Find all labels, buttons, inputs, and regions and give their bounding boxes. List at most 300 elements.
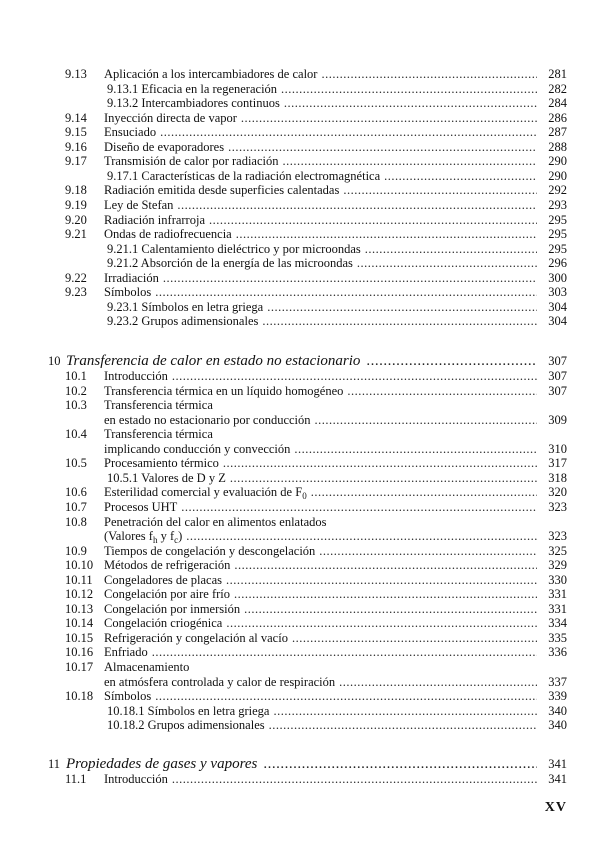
entry-title-text: 9.23.1 Símbolos en letra griega	[107, 299, 264, 314]
page-number: XV	[544, 800, 567, 815]
toc-entry[interactable]	[0, 213, 600, 227]
entry-number: 9.20	[65, 212, 87, 227]
dot-leader	[181, 500, 537, 514]
entry-title-text: Transferencia térmica	[104, 427, 213, 442]
entry-title-leader	[107, 471, 537, 485]
entry-title	[104, 125, 160, 139]
entry-number: 9.13	[65, 67, 87, 81]
entry-title-text: Almacenamiento	[104, 660, 190, 674]
entry-page: 329	[548, 558, 567, 573]
entry-page: 295	[548, 227, 567, 242]
dot-leader	[269, 718, 537, 732]
entry-page: 295	[548, 212, 567, 227]
entry-page: 309	[548, 412, 567, 427]
entry-title-leader	[107, 242, 537, 256]
entry-page: 304	[548, 314, 567, 329]
toc-entry[interactable]	[0, 772, 600, 786]
toc-entry[interactable]	[0, 529, 600, 546]
entry-title-text: Transmisión de calor por radiación	[104, 154, 279, 169]
entry-number: 9.15	[65, 125, 87, 140]
entry-page: 337	[548, 674, 567, 689]
entry-title-leader	[104, 587, 537, 601]
entry-title-leader	[107, 96, 537, 110]
entry-title	[104, 140, 228, 154]
toc-entry[interactable]	[0, 111, 600, 125]
entry-title-text: 9.13.2 Intercambiadores continuos	[107, 96, 280, 111]
entry-title-leader	[104, 689, 537, 703]
entry-title	[104, 111, 241, 125]
entry-title-text: 10.18.1 Símbolos en letra griega	[107, 703, 270, 718]
entry-title	[104, 631, 292, 645]
dot-leader	[226, 573, 537, 587]
entry-title-leader	[104, 227, 537, 241]
entry-title-text: Tiempos de congelación y descongelación	[104, 543, 316, 558]
entry-page: 323	[548, 499, 567, 514]
entry-number: 10.4	[65, 427, 87, 442]
entry-subscript: c	[174, 535, 179, 546]
dot-leader	[228, 140, 537, 154]
entry-title-leader	[104, 675, 537, 689]
entry-number: 11.1	[65, 772, 87, 786]
entry-page: 341	[548, 772, 567, 786]
entry-title-leader	[104, 125, 537, 139]
entry-number: 9.17	[65, 154, 87, 169]
entry-title	[104, 427, 217, 441]
entry-title-text: Aplicación a los intercambiadores de calor	[104, 67, 318, 81]
entry-number: 10.11	[65, 572, 93, 587]
entry-page: 340	[548, 703, 567, 718]
entry-title	[104, 515, 331, 529]
entry-number: 10.6	[65, 485, 87, 500]
entry-title-text: Congelación por aire frío	[104, 587, 230, 602]
dot-leader	[152, 645, 537, 659]
entry-title-text: en estado no estacionario por conducción	[104, 412, 311, 427]
toc-entry[interactable]	[0, 242, 600, 256]
entry-title-text: )	[178, 529, 183, 544]
toc-entry[interactable]	[0, 587, 600, 601]
dot-leader	[236, 227, 537, 241]
entry-number: 10.9	[65, 543, 87, 558]
entry-title-text: implicando conducción y convección	[104, 441, 291, 456]
entry-title	[104, 271, 163, 285]
entry-title-leader	[104, 183, 537, 197]
entry-title	[107, 82, 281, 96]
dot-leader	[273, 704, 537, 718]
entry-number: 10.13	[65, 601, 94, 616]
toc-entry[interactable]	[0, 500, 600, 514]
entry-title	[107, 96, 284, 110]
entry-subscript: h	[152, 535, 158, 546]
dot-leader	[339, 675, 537, 689]
entry-title	[107, 718, 269, 732]
toc-entry[interactable]	[0, 314, 600, 328]
dot-leader	[347, 384, 537, 398]
chapter-number: 11	[48, 757, 61, 771]
entry-number: 10.10	[65, 558, 94, 573]
entry-title	[104, 645, 152, 659]
toc-entry[interactable]	[0, 442, 600, 456]
entry-title-leader	[104, 573, 537, 587]
entry-title-leader	[104, 111, 537, 125]
toc-entry[interactable]	[0, 300, 600, 314]
entry-title-text: Inyección directa de vapor	[104, 110, 237, 125]
entry-title-text: 9.21.1 Calentamiento dieléctrico y por microondas	[107, 241, 361, 256]
entry-page: 307	[548, 383, 567, 398]
entry-page: 335	[548, 630, 567, 645]
entry-title-leader	[104, 772, 537, 786]
entry-title-leader	[104, 213, 537, 227]
dot-leader	[172, 369, 537, 383]
entry-number: 10.16	[65, 645, 94, 660]
entry-title-text: Diseño de evaporadores	[104, 139, 225, 154]
entry-title	[104, 500, 181, 514]
dot-leader	[262, 314, 537, 328]
toc-entry[interactable]	[0, 125, 600, 139]
dot-leader	[209, 213, 537, 227]
entry-title-text: Radiación infrarroja	[104, 212, 205, 227]
dot-leader	[241, 111, 537, 125]
toc-entry[interactable]	[0, 227, 600, 241]
dot-leader	[366, 352, 537, 370]
toc-entry[interactable]	[0, 427, 600, 441]
dot-leader	[172, 772, 537, 786]
toc-entry[interactable]	[0, 544, 600, 558]
entry-title-text: 9.17.1 Características de la radiación electromagnética	[107, 168, 381, 183]
entry-title-text: Ondas de radiofrecuencia	[104, 227, 232, 242]
dot-leader	[365, 242, 537, 256]
entry-title-leader	[104, 271, 537, 285]
toc-entry[interactable]	[0, 82, 600, 96]
entry-title	[104, 772, 172, 786]
entry-number: 10.2	[65, 383, 87, 398]
entry-page: 330	[548, 572, 567, 587]
entry-number: 10.5	[65, 456, 87, 471]
toc-entry[interactable]	[0, 96, 600, 110]
entry-title-text: Procesamiento térmico	[104, 456, 219, 471]
dot-leader	[319, 544, 537, 558]
entry-page: 300	[548, 270, 567, 285]
entry-title	[104, 213, 209, 227]
entry-page: 295	[548, 241, 567, 256]
toc-entry[interactable]	[0, 169, 600, 183]
entry-title	[104, 558, 234, 572]
entry-title-text: Esterilidad comercial y evaluación de F	[104, 485, 303, 500]
chapter-title: Transferencia de calor en estado no estacionario	[66, 353, 361, 369]
entry-title	[104, 544, 319, 558]
entry-title-leader	[107, 256, 537, 270]
entry-page: 284	[548, 96, 567, 111]
dot-leader	[155, 689, 537, 703]
dot-leader	[230, 471, 537, 485]
entry-title	[107, 169, 384, 183]
entry-page: 320	[548, 485, 567, 500]
entry-title	[104, 675, 339, 689]
entry-title-leader	[104, 369, 537, 383]
entry-title	[104, 384, 347, 398]
entry-title-leader	[104, 398, 537, 412]
entry-title	[104, 456, 223, 470]
dot-leader	[315, 413, 537, 427]
entry-title-leader	[104, 413, 537, 427]
dot-leader	[357, 256, 537, 270]
entry-number: 10.3	[65, 398, 87, 413]
entry-number: 10.15	[65, 630, 94, 645]
dot-leader	[384, 169, 537, 183]
entry-title-text: Introducción	[104, 772, 168, 786]
entry-title-text: Radiación emitida desde superficies calentadas	[104, 183, 340, 198]
toc-entry[interactable]	[0, 183, 600, 197]
toc-entry[interactable]	[0, 631, 600, 645]
entry-title-leader	[104, 154, 537, 168]
entry-title-leader	[107, 314, 537, 328]
entry-title-text: Ensuciado	[104, 125, 157, 140]
entry-title-leader	[107, 169, 537, 183]
entry-title-leader	[104, 500, 537, 514]
entry-title-text: Congelación por inmersión	[104, 601, 241, 616]
entry-title-text: Congeladores de placas	[104, 572, 223, 587]
entry-title-text: Congelación criogénica	[104, 616, 223, 631]
entry-title-leader	[107, 704, 537, 718]
toc-entry[interactable]	[0, 718, 600, 732]
entry-subscript: 0	[302, 491, 307, 502]
entry-title-text: Penetración del calor en alimentos enlatados	[104, 514, 327, 529]
entry-title-leader	[104, 384, 537, 398]
entry-title	[104, 398, 217, 412]
entry-title-leader	[104, 198, 537, 212]
entry-title	[104, 67, 321, 81]
entry-title	[104, 183, 343, 197]
entry-title	[104, 154, 283, 168]
entry-page: 293	[548, 197, 567, 212]
entry-number: 9.22	[65, 270, 87, 285]
entry-title	[107, 242, 365, 256]
entry-number: 9.19	[65, 197, 87, 212]
entry-title-leader	[104, 544, 537, 558]
entry-title-leader	[104, 602, 537, 616]
entry-number: 9.23	[65, 285, 87, 300]
dot-leader	[244, 602, 537, 616]
entry-title-text: Ley de Stefan	[104, 197, 174, 212]
chapter-number: 10	[48, 354, 61, 368]
entry-title-text: en atmósfera controlada y calor de respiración	[104, 674, 336, 689]
entry-number: 9.18	[65, 183, 87, 198]
dot-leader	[160, 125, 537, 139]
entry-page: 287	[548, 125, 567, 140]
entry-page: 339	[548, 689, 567, 704]
dot-leader	[177, 198, 537, 212]
toc-entry[interactable]	[0, 645, 600, 659]
dot-leader	[234, 587, 537, 601]
entry-number: 10.14	[65, 616, 94, 631]
toc-entry[interactable]	[0, 384, 600, 398]
entry-title-text: 9.23.2 Grupos adimensionales	[107, 314, 259, 329]
entry-page: 331	[548, 587, 567, 602]
dot-leader	[226, 616, 537, 630]
entry-page: 303	[548, 285, 567, 300]
entry-title-text: Refrigeración y congelación al vacío	[104, 630, 288, 645]
entry-page: 310	[548, 441, 567, 456]
chapter-page: 341	[548, 757, 567, 771]
entry-number: 10.12	[65, 587, 94, 602]
entry-title	[104, 198, 177, 212]
dot-leader	[343, 183, 537, 197]
entry-number: 10.18	[65, 689, 94, 704]
entry-page: 318	[548, 470, 567, 485]
entry-title	[104, 602, 244, 616]
entry-page: 317	[548, 456, 567, 471]
entry-title-leader	[104, 285, 537, 299]
dot-leader	[223, 456, 537, 470]
entry-title-text: Introducción	[104, 369, 168, 383]
chapter-heading[interactable]	[0, 755, 600, 773]
toc-entry[interactable]	[0, 515, 600, 529]
entry-page: 331	[548, 601, 567, 616]
dot-leader	[263, 755, 537, 773]
entry-title-leader	[107, 82, 537, 96]
toc-entry[interactable]	[0, 271, 600, 285]
entry-number: 9.16	[65, 139, 87, 154]
dot-leader	[284, 96, 537, 110]
entry-title-text: Enfriado	[104, 645, 148, 660]
toc-entry[interactable]	[0, 256, 600, 270]
dot-leader	[155, 285, 537, 299]
entry-number: 9.21	[65, 227, 87, 242]
entry-title	[107, 314, 262, 328]
entry-title-leader	[104, 645, 537, 659]
entry-title	[104, 227, 236, 241]
entry-title-text: (Valores f	[104, 529, 153, 544]
entry-title	[104, 616, 226, 630]
entry-page: 304	[548, 299, 567, 314]
entry-title-text: 9.13.1 Eficacia en la regeneración	[107, 81, 278, 96]
entry-title-leader	[104, 660, 537, 674]
entry-title-leader	[104, 456, 537, 470]
entry-title	[104, 573, 226, 587]
entry-title	[104, 285, 155, 299]
toc-entry[interactable]	[0, 616, 600, 630]
entry-page: 296	[548, 256, 567, 271]
entry-number: 10.8	[65, 514, 87, 529]
entry-title-leader	[104, 140, 537, 154]
entry-title	[104, 442, 294, 456]
chapter-page: 307	[548, 354, 567, 368]
dot-leader	[311, 485, 537, 499]
dot-leader	[267, 300, 537, 314]
entry-page: 288	[548, 139, 567, 154]
entry-title-text: y f	[157, 529, 175, 544]
entry-number: 10.7	[65, 499, 87, 514]
entry-title	[104, 660, 193, 674]
toc-entry[interactable]	[0, 398, 600, 412]
toc-entry[interactable]	[0, 456, 600, 470]
toc-entry[interactable]	[0, 660, 600, 674]
chapter-title: Propiedades de gases y vapores	[66, 756, 258, 772]
entry-title-leader	[104, 442, 537, 456]
entry-title-leader	[104, 558, 537, 572]
entry-title-leader	[107, 718, 537, 732]
entry-title	[104, 369, 172, 383]
entry-page: 334	[548, 616, 567, 631]
entry-page: 290	[548, 168, 567, 183]
toc-entry[interactable]	[0, 485, 600, 502]
entry-title-text: Irradiación	[104, 270, 159, 285]
toc-entry[interactable]	[0, 413, 600, 427]
toc-entry[interactable]	[0, 198, 600, 212]
entry-page: 323	[548, 529, 567, 544]
entry-title	[107, 471, 230, 485]
entry-title-leader	[104, 616, 537, 630]
dot-leader	[163, 271, 537, 285]
toc-entry[interactable]	[0, 285, 600, 299]
toc-entry[interactable]	[0, 140, 600, 154]
dot-leader	[281, 82, 537, 96]
toc-entry[interactable]	[0, 369, 600, 383]
chapter-title-leader	[66, 755, 537, 773]
entry-title	[104, 413, 315, 427]
entry-page: 340	[548, 718, 567, 733]
toc-entry[interactable]	[0, 689, 600, 703]
entry-page: 286	[548, 110, 567, 125]
toc-entry[interactable]	[0, 704, 600, 718]
entry-page: 290	[548, 154, 567, 169]
entry-title	[104, 689, 155, 703]
entry-title-text: Procesos UHT	[104, 499, 178, 514]
entry-page: 336	[548, 645, 567, 660]
entry-page: 282	[548, 81, 567, 96]
entry-title-text: Métodos de refrigeración	[104, 558, 231, 573]
entry-title-text: Símbolos	[104, 285, 152, 300]
dot-leader	[186, 529, 537, 543]
toc-entry[interactable]	[0, 471, 600, 485]
entry-title-leader	[104, 515, 537, 529]
entry-title	[107, 300, 267, 314]
entry-page: 292	[548, 183, 567, 198]
toc-entry[interactable]	[0, 558, 600, 572]
chapter-heading[interactable]	[0, 352, 600, 370]
entry-title	[107, 256, 357, 270]
entry-title-text: Transferencia térmica en un líquido homogéneo	[104, 383, 344, 398]
entry-page: 325	[548, 543, 567, 558]
entry-title-text: 9.21.2 Absorción de la energía de las microondas	[107, 256, 353, 271]
entry-number: 9.14	[65, 110, 87, 125]
entry-title	[104, 587, 234, 601]
dot-leader	[234, 558, 537, 572]
toc-entry[interactable]	[0, 602, 600, 616]
entry-number: 10.1	[65, 369, 87, 383]
chapter-title-leader	[66, 352, 537, 370]
entry-title-leader	[107, 300, 537, 314]
dot-leader	[321, 67, 537, 81]
dot-leader	[294, 442, 537, 456]
entry-title-leader	[104, 67, 537, 81]
entry-title-text: Símbolos	[104, 689, 152, 704]
dot-leader	[292, 631, 537, 645]
entry-title-text: 10.18.2 Grupos adimensionales	[107, 718, 265, 733]
entry-page: 281	[548, 67, 567, 81]
entry-title-leader	[104, 427, 537, 441]
toc-entry[interactable]	[0, 573, 600, 587]
entry-page: 307	[548, 369, 567, 383]
entry-title	[107, 704, 273, 718]
toc-entry[interactable]	[0, 675, 600, 689]
entry-title-text: 10.5.1 Valores de D y Z	[107, 470, 226, 485]
entry-title-text: Transferencia térmica	[104, 398, 213, 413]
dot-leader	[283, 154, 538, 168]
entry-title-leader	[104, 631, 537, 645]
toc-entry[interactable]	[0, 67, 600, 81]
entry-number: 10.17	[65, 660, 94, 674]
toc-entry[interactable]	[0, 154, 600, 168]
